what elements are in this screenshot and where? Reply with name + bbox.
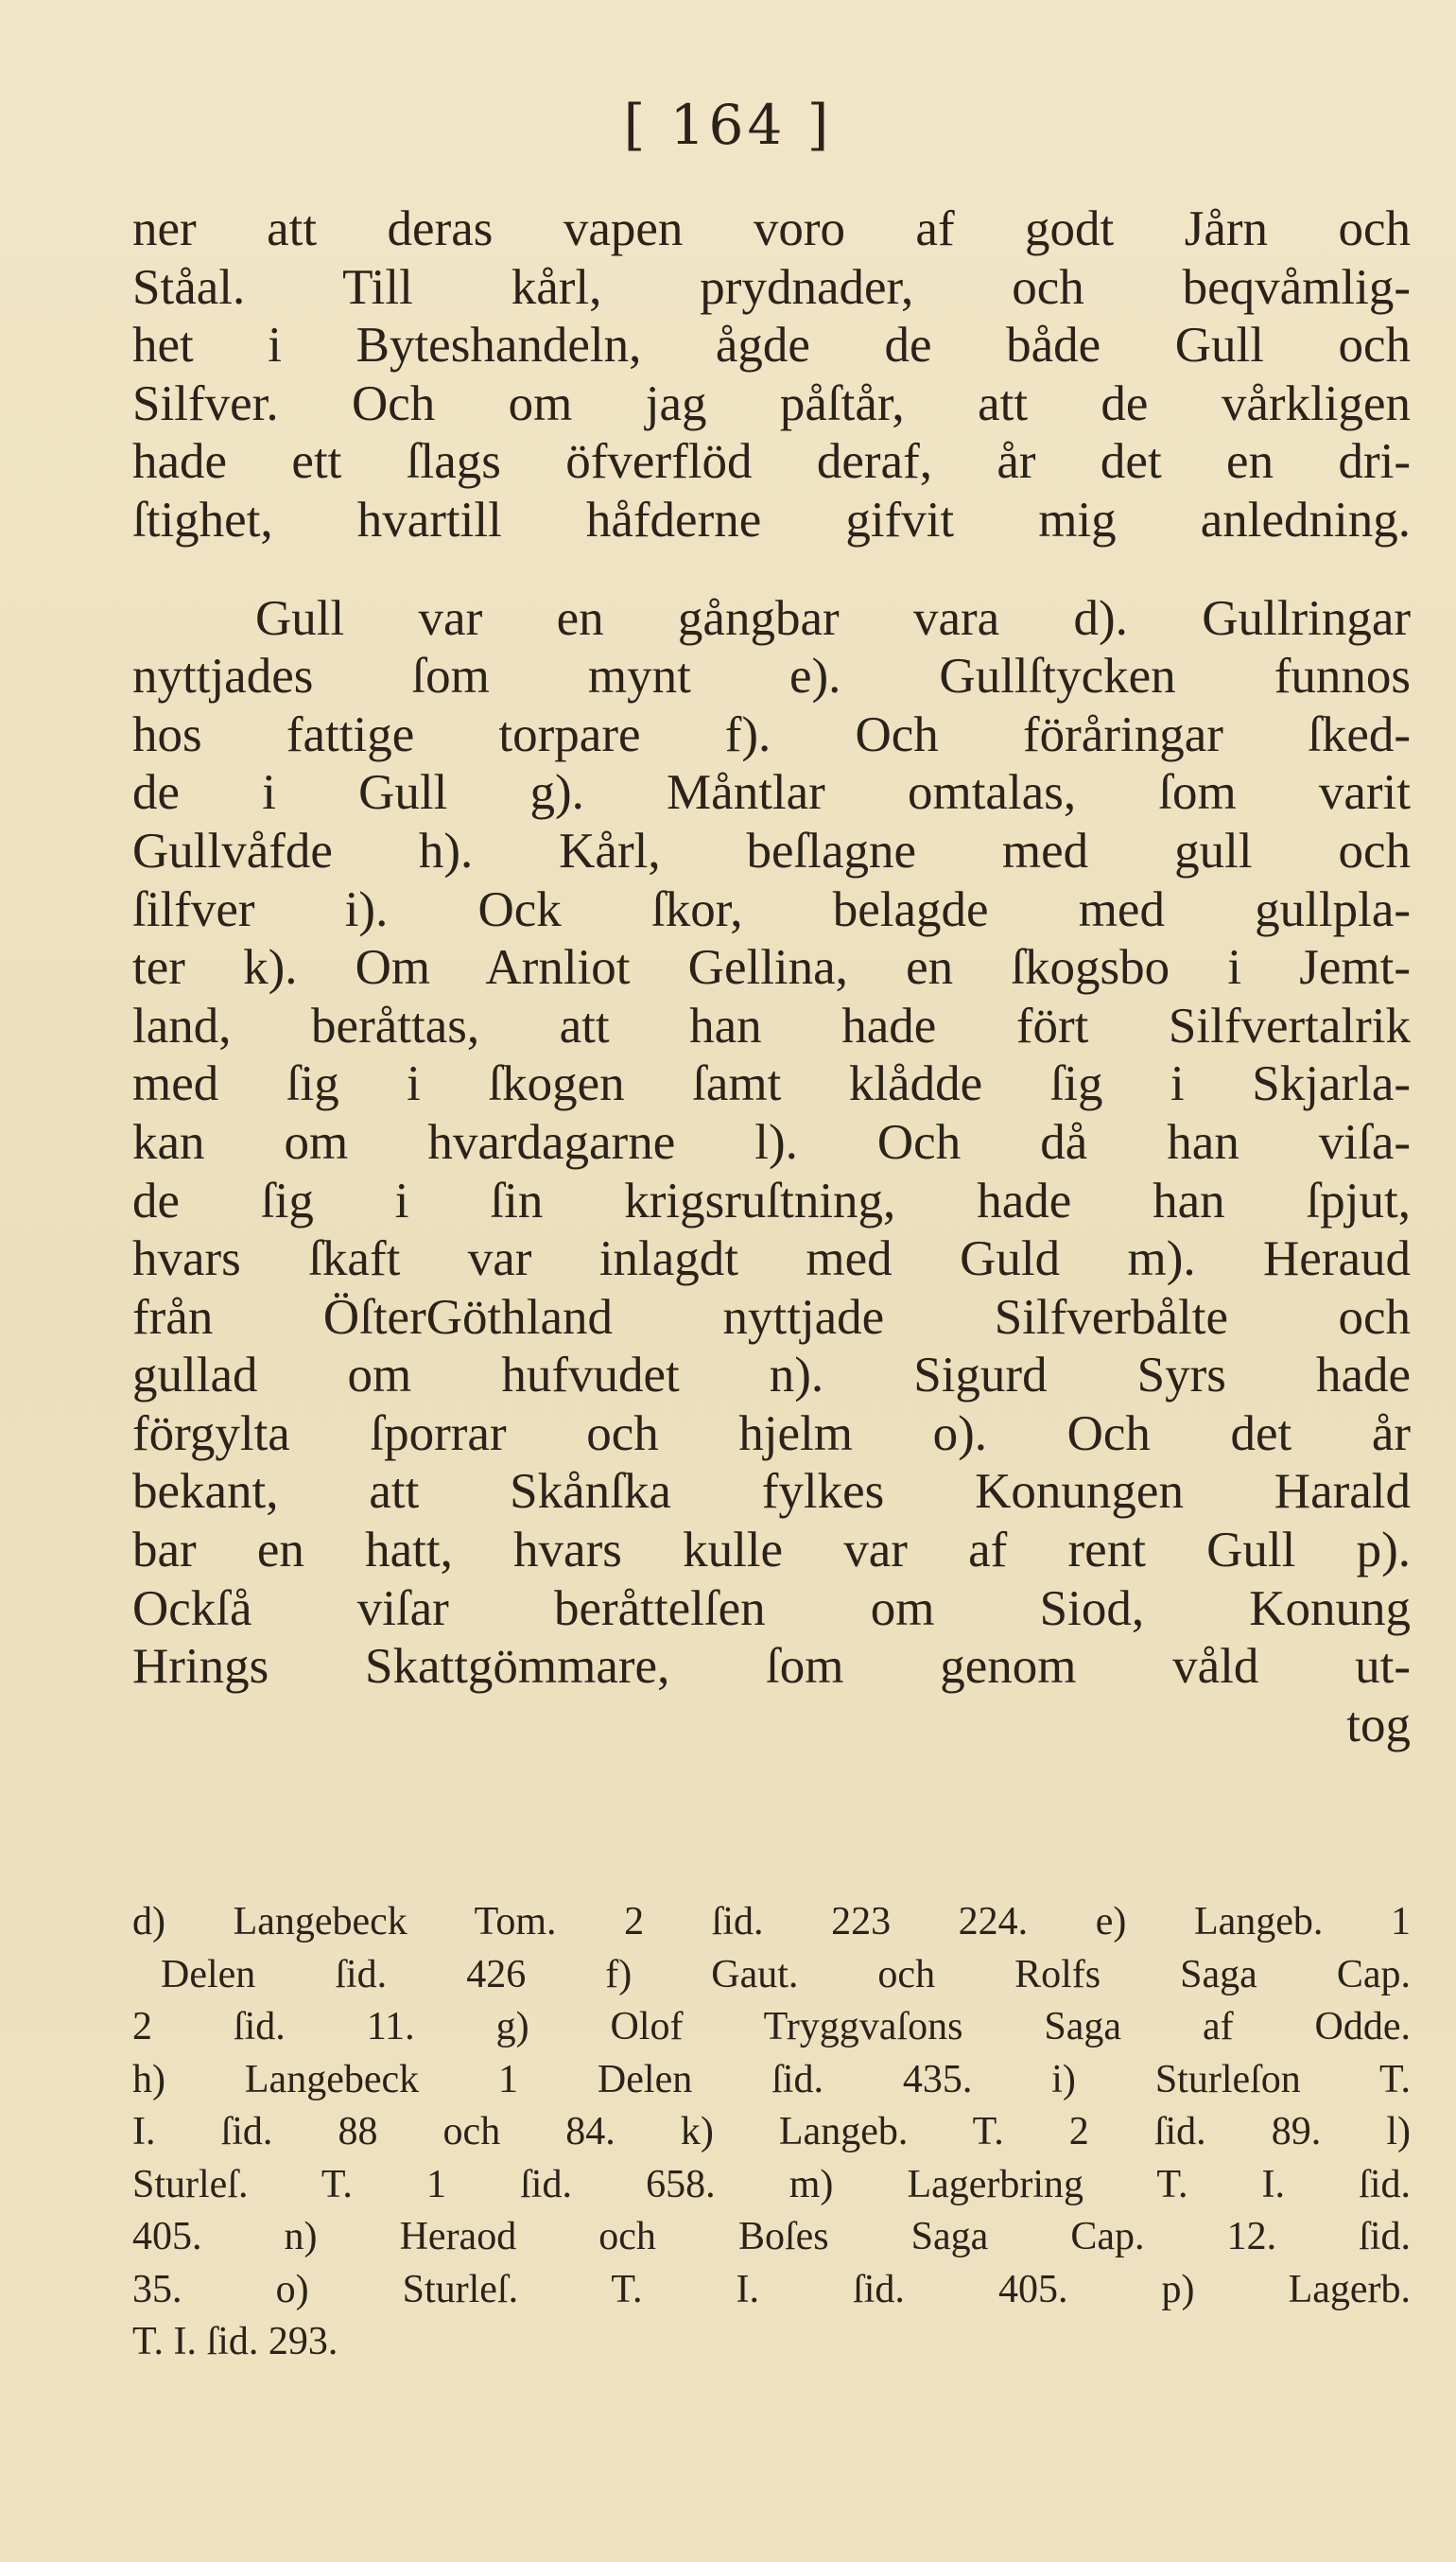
text-line: bar en hatt, hvars kulle var af rent Gull p).	[132, 1523, 1411, 1578]
text-line: Hrings Skattgömmare, ſom genom våld ut-	[132, 1639, 1411, 1695]
footnote-line: Delen ſid. 426 f) Gaut. och Rolfs Saga Cap.	[161, 1952, 1411, 1996]
body-text	[132, 200, 1411, 1754]
footnote-line: T. I. ſid. 293.	[132, 2320, 338, 2363]
text-line: land, beråttas, att han hade fört Silfvertalrik	[132, 998, 1411, 1054]
text-line: Ockſå viſar beråttelſen om Siod, Konung	[132, 1580, 1411, 1636]
text-line: Silfver. Och om jag påſtår, att de vårkligen	[132, 375, 1411, 431]
text-line: bekant, att Skånſka fylkes Konungen Harald	[132, 1464, 1411, 1520]
text-line: hvars ſkaft var inlagdt med Guld m). Heraud	[132, 1231, 1411, 1287]
footnote-line: d) Langebeck Tom. 2 ſid. 223 224. e) Langeb. 1	[132, 1900, 1411, 1943]
text-line: de i Gull g). Måntlar omtalas, ſom varit	[132, 765, 1411, 821]
text-line: från ÖſterGöthland nyttjade Silfverbålte och	[132, 1289, 1411, 1345]
text-line: ter k). Om Arnliot Gellina, en ſkogsbo i Jemt-	[132, 940, 1411, 996]
catchword: tog	[1346, 1697, 1411, 1752]
text-line: nyttjades ſom mynt e). Gullſtycken funnos	[132, 649, 1411, 705]
text-line: kan om hvardagarne l). Och då han viſa-	[132, 1114, 1411, 1170]
footnote-line: 405. n) Heraod och Boſes Saga Cap. 12. ſid.	[132, 2215, 1411, 2258]
footnote-line: h) Langebeck 1 Delen ſid. 435. i) Sturleſon T.	[132, 2057, 1411, 2101]
text-line: med ſig i ſkogen ſamt klådde ſig i Skjarla-	[132, 1056, 1411, 1112]
footnote-line: Sturleſ. T. 1 ſid. 658. m) Lagerbring T. I. ſid.	[132, 2162, 1411, 2206]
text-line: ner att deras vapen voro af godt Jårn och	[132, 201, 1411, 256]
paragraph-gap	[132, 550, 1411, 590]
text-line: Ståal. Till kårl, prydnader, och beqvåmlig-	[132, 259, 1411, 315]
text-line: Gull var en gångbar vara d). Gullringar	[255, 590, 1411, 646]
page-number: [ 164 ]	[623, 93, 833, 157]
footnote-line: 35. o) Sturleſ. T. I. ſid. 405. p) Lagerb.	[132, 2267, 1411, 2311]
text-line: het i Byteshandeln, ågde de både Gull och	[132, 318, 1411, 374]
text-line: gullad om hufvudet n). Sigurd Syrs hade	[132, 1348, 1411, 1403]
text-line: hade ett ſlags öfverflöd deraf, år det en dri-	[132, 434, 1411, 490]
text-line: ſilfver i). Ock ſkor, belagde med gullpla-	[132, 881, 1411, 937]
text-line: förgylta ſporrar och hjelm o). Och det år	[132, 1405, 1411, 1461]
text-line: Gullvåfde h). Kårl, beſlagne med gull och	[132, 823, 1411, 879]
text-line: ſtighet, hvartill håfderne gifvit mig anledning.	[132, 492, 1411, 548]
footnote-line: I. ſid. 88 och 84. k) Langeb. T. 2 ſid. 89. l)	[132, 2110, 1411, 2153]
footnote-line: 2 ſid. 11. g) Olof Tryggvaſons Saga af Odde.	[132, 2005, 1411, 2048]
footnotes	[132, 1896, 1411, 2369]
text-line: hos fattige torpare f). Och föråringar ſked-	[132, 706, 1411, 762]
text-line: de ſig i ſin krigsruſtning, hade han ſpjut,	[132, 1173, 1411, 1229]
